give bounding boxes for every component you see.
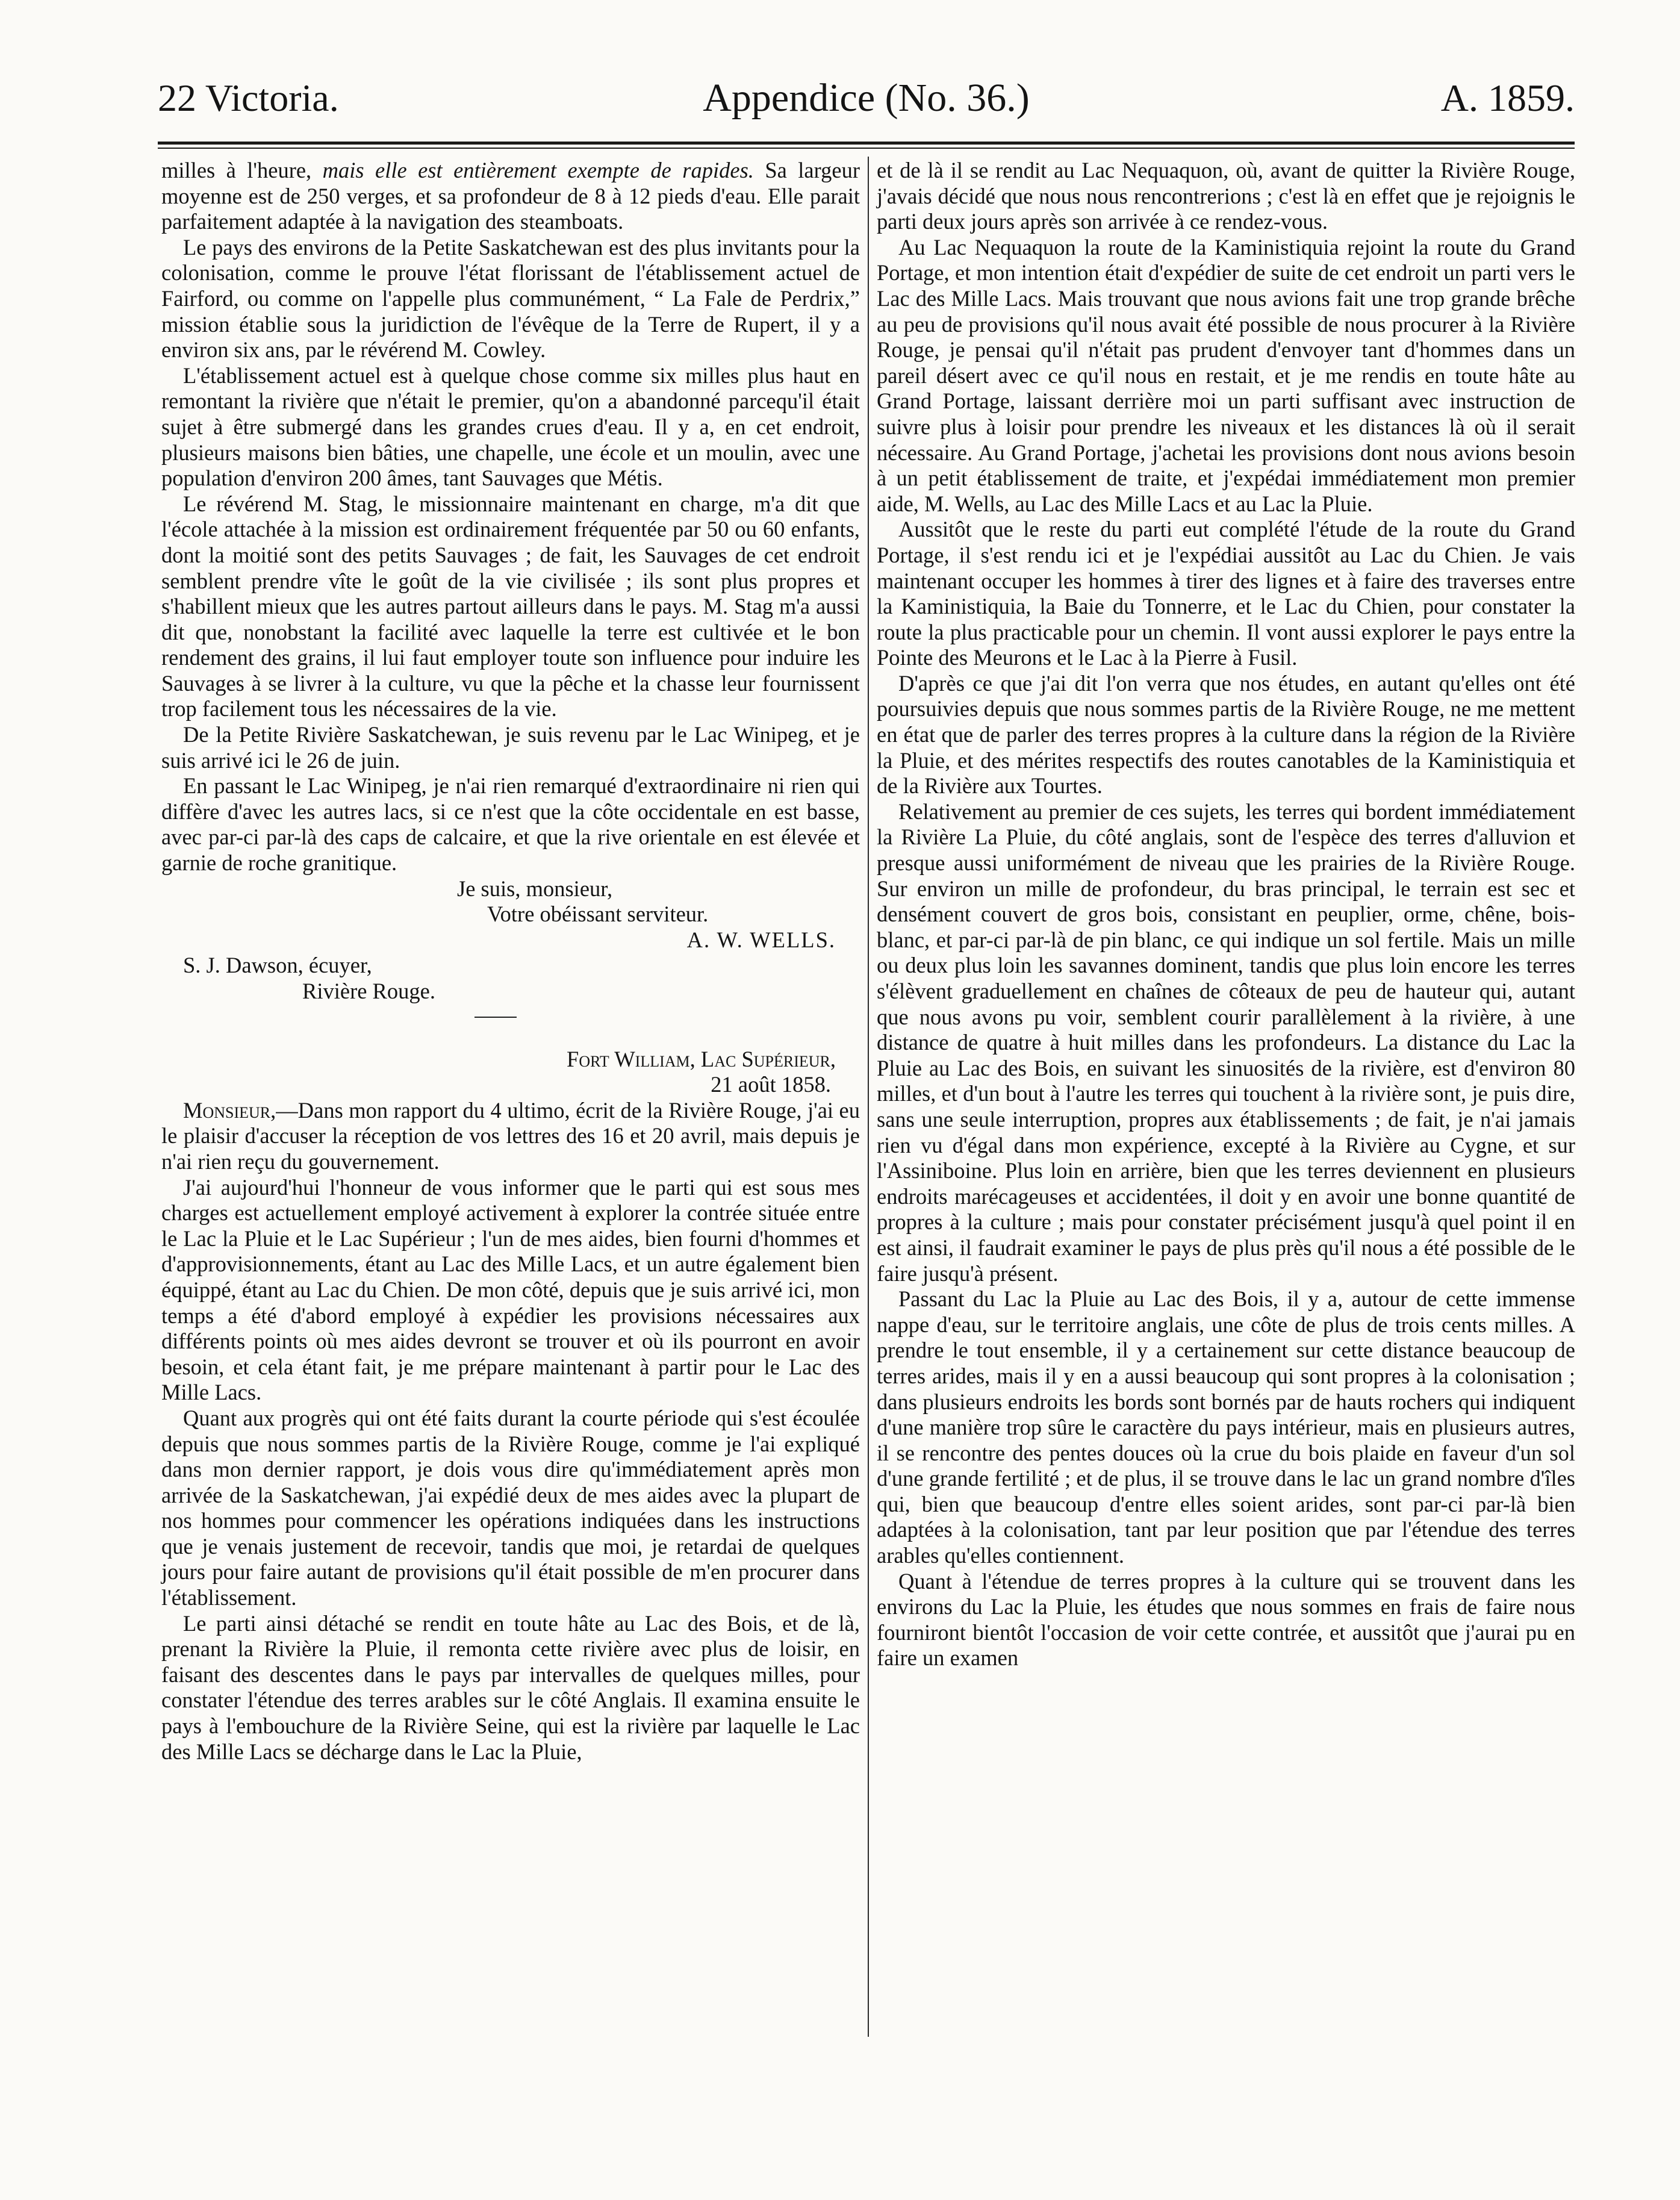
- text-run: milles à l'heure,: [161, 158, 323, 182]
- paragraph: et de là il se rendit au Lac Nequaquon, où, avant de quitter la Rivière Rouge, j'avais décidé que nous nous rencontrerions ; c'est là en effet que je rejoignis le parti deux jours après son arrivée à ce rendez-vous.: [877, 158, 1575, 234]
- paragraph: Le révérend M. Stag, le missionnaire maintenant en charge, m'a dit que l'école attachée à la mission est ordinairement fréquentée par 50 ou 60 enfants, dont la moitié sont des petits Sauvages ; de fait, les Sauvages de cet endroit semblent prendre vîte le goût de la vie civilisée ; ils sont plus propres et s'habillent mieux que les autres partout ailleurs dans le pays. M. Stag m'a aussi dit que, nonobstant la facilité avec laquelle la terre est cultivée et le bon rendement des grains, il lui faut employer toute son influence pour induire les Sauvages à se livrer à la culture, vu que la pêche et la chasse leur fournissent trop facilement tous les nécessaires de la vie.: [161, 491, 860, 721]
- paragraph: Le parti ainsi détaché se rendit en toute hâte au Lac des Bois, et de là, prenant la Rivière la Pluie, il remonta cette rivière avec plus de loisir, en faisant des descentes dans le pays par intervalles de quelques milles, pour constater l'étendue des terres arables sur le côté Anglais. Il examina ensuite le pays à l'embouchure de la Rivière Seine, qui est la rivière par laquelle le Lac des Mille Lacs se décharge dans le Lac la Pluie,: [161, 1610, 860, 1764]
- left-column: [161, 158, 860, 1765]
- page-header: [158, 71, 1575, 125]
- header-rule-thin: [158, 148, 1575, 149]
- paragraph: D'après ce que j'ai dit l'on verra que nos études, en autant qu'elles ont été poursuivies depuis que nous sommes partis de la Rivière Rouge, ne me mettent en état que de parler des terres propres à la culture dans la région de la Rivière la Pluie, et des mérites respectifs des routes canotables de la Kaministiquia et de la Rivière aux Tourtes.: [877, 670, 1575, 799]
- header-left: 22 Victoria.: [158, 76, 339, 119]
- addressee-place: Rivière Rouge.: [302, 979, 435, 1003]
- text-run: —Dans mon rapport du 4 ultimo, écrit de la Rivière Rouge, j'ai eu le plaisir d'accuser la réception de vos lettres des 16 et 20 avril, mais depuis je n'ai rien reçu du gouvernement.: [161, 1097, 860, 1174]
- paragraph: Au Lac Nequaquon la route de la Kaministiquia rejoint la route du Grand Portage, et mon intention était d'expédier de suite de cet endroit un parti vers le Lac des Mille Lacs. Mais trouvant que nous avions fait une trop grande brêche au peu de provisions qu'il nous avait été possible de nous procurer à la Rivière Rouge, je pensai qu'il n'était pas prudent d'envoyer tant d'hommes dans un pareil désert avec ce qu'il nous en restait, et je me rendis en toute hâte au Grand Portage, laissant derrière moi un parti suffisant avec instruction de suivre plus à loisir pour prendre les niveaux et les distances là où il serait nécessaire. Au Grand Portage, j'achetai les provisions dont nous avions besoin à un petit établissement de traite, et j'expédai immédiatement mon premier aide, M. Wells, au Lac des Mille Lacs et au Lac la Pluie.: [877, 234, 1575, 516]
- header-right: A. 1859.: [1440, 76, 1575, 119]
- paragraph: Passant du Lac la Pluie au Lac des Bois, il y a, autour de cette immense nappe d'eau, sur le territoire anglais, une côte de plus de trois cents milles. A prendre le tout ensemble, il y a certainement sur cette distance beaucoup de terres arides, mais il y en a aussi beaucoup qui sont propres à la colonisation ; dans plusieurs endroits les bords sont bornés par de hauts rochers qui indiquent d'une manière trop sûre le caractère du pays intérieur, mais en plusieurs autres, il se rencontre des pentes douces où la crue du bois plaide en faveur d'un sol d'une grande fertilité ; et de plus, il se trouve dans le lac un grand nombre d'îles qui, bien que beaucoup d'entre elles soient arides, sont par-ci par-là bien adaptées à la colonisation, tant par leur position que par l'étendue des terres arables qu'elles contiennent.: [877, 1286, 1575, 1568]
- header-title: Appendice (No. 36.): [703, 76, 1030, 120]
- salutation: Monsieur,: [183, 1097, 276, 1123]
- header-rule-thick: [158, 142, 1575, 145]
- right-column: [877, 158, 1575, 1671]
- paragraph: Relativement au premier de ces sujets, les terres qui bordent immédiatement la Rivière La Pluie, du côté anglais, sont de l'espèce des terres d'alluvion et presque aussi uniformément de niveau que les prairies de la Rivière Rouge. Sur environ un mille de profondeur, du bras principal, le terrain est sec et densément couvert de gros bois, consistant en peuplier, orme, chêne, bois-blanc, et par-ci par-là de pin blanc, ce qui indique un sol fertile. Mais un mille ou deux plus loin les savannes dominent, tandis que plus loin encore les terres s'élèvent graduellement en chaînes de côteaux de peu de hauteur qui, autant que nous avons pu voir, semblent courir parallèlement à la rivière, à une distance de quatre à huit milles dans les profondeurs. La distance du Lac la Pluie au Lac des Bois, en suivant les sinuosités de la rivière, est d'environ 80 milles, et d'un bout à l'autre les terres qui touchent à la rivière sont, je puis dire, sans une seule interruption, propres aux établissements ; de fait, je n'ai jamais rien vu d'égal dans mon expérience, excepté à la Rivière au Cygne, et sur l'Assiniboine. Plus loin en arrière, bien que les terres deviennent en plusieurs endroits marécageuses et accidentées, il doit y en avoir une bonne quantité de propres à la culture ; mais pour constater précisément jusqu'à quel point il en est ainsi, il faudrait examiner le pays de plus près qu'il nous a été possible de le faire jusqu'à présent.: [877, 799, 1575, 1286]
- closing-line: Votre obéissant serviteur.: [487, 902, 709, 927]
- signature: A. W. WELLS.: [686, 927, 836, 952]
- column-divider: [868, 157, 869, 2037]
- paragraph: Aussitôt que le reste du parti eut complété l'étude de la route du Grand Portage, il s'est rendu ici et je l'expédiai aussitôt au Lac du Chien. Je vais maintenant occuper les hommes à tirer des lignes et à faire des traverses entre la Kaministiquia, la Baie du Tonnerre, et le Lac du Chien, pour constater la route la plus practicable pour un chemin. Il vont aussi explorer le pays entre la Pointe des Meurons et le Lac à la Pierre à Fusil.: [877, 517, 1575, 670]
- paragraph: Quant aux progrès qui ont été faits durant la courte période qui s'est écoulée depuis que nous sommes partis de la Rivière Rouge, comme je l'ai expliqué dans mon dernier rapport, je dois vous dire qu'immédiatement après mon arrivée de la Saskatchewan, j'ai expédié deux de mes aides avec la plupart de nos hommes pour commencer les opérations indiquées dans les instructions que je venais justement de recevoir, tandis que moi, je retardai de quelques jours pour faire autant de provisions qu'il était possible de m'en procurer dans l'établissement.: [161, 1405, 860, 1610]
- text-run: Sa largeur moyenne est de 250 verges, et sa profondeur de 8 à 12 pieds d'eau. Elle parait parfaitement adaptée à la navigation des steamboats.: [161, 158, 860, 234]
- paragraph: [161, 158, 860, 235]
- italic-text: mais elle est entièrement exempte de rapides.: [322, 158, 754, 182]
- paragraph: Quant à l'étendue de terres propres à la culture qui se trouvent dans les environs du Lac la Pluie, les études que nous sommes en frais de faire nous fourniront bientôt l'occasion de voir cette contrée, et aussitôt que j'aurai pu en faire un examen: [877, 1568, 1575, 1671]
- paragraph: De la Petite Rivière Saskatchewan, je suis revenu par le Lac Winipeg, et je suis arrivé ici le 26 de juin.: [161, 722, 860, 773]
- paragraph: L'établissement actuel est à quelque chose comme six milles plus haut en remontant la rivière que n'était le premier, qu'on a abandonné parcequ'il était sujet à être submergé dans les grandes crues d'eau. Il y a, en cet endroit, plusieurs maisons bien bâties, une chapelle, une école et un moulin, avec une population d'environ 200 âmes, tant Sauvages que Métis.: [161, 363, 860, 491]
- separator-dash: [474, 1017, 517, 1018]
- letter-date: 21 août 1858.: [711, 1072, 831, 1097]
- paragraph: En passant le Lac Winipeg, je n'ai rien remarqué d'extraordinaire ni rien qui diffère d'avec les autres lacs, si ce n'est que la côte occidentale en est basse, avec par-ci par-là des caps de calcaire, et que la rive orientale en est élevée et garnie de roche granitique.: [161, 773, 860, 876]
- paragraph: Le pays des environs de la Petite Saskatchewan est des plus invitants pour la colonisation, comme le prouve l'état florissant de l'établissement actuel de Fairford, ou comme on l'appelle plus communément, “ La Fale de Perdrix,” mission établie sous la juridiction de l'évêque de la Terre de Rupert, il y a environ six ans, par le révérend M. Cowley.: [161, 234, 860, 363]
- paragraph: J'ai aujourd'hui l'honneur de vous informer que le parti qui est sous mes charges est actuellement employé activement à explorer la contrée située entre le Lac la Pluie et le Lac Supérieur ; l'un de mes aides, bien fourni d'hommes et d'approvisionnements, étant au Lac des Mille Lacs, et un autre également bien équippé, étant au Lac du Chien. De mon côté, depuis que je suis arrivé ici, mon temps a été d'abord employé à expédier les provisions nécessaires aux différents points où mes aides devront se trouver et où ils pourront en avoir besoin, et cela étant fait, je me prépare maintenant à partir pour le Lac des Mille Lacs.: [161, 1174, 860, 1405]
- addressee: S. J. Dawson, écuyer,: [183, 953, 372, 978]
- paragraph: [161, 1098, 860, 1175]
- closing-line: Je suis, monsieur,: [457, 876, 613, 901]
- letter-place: Fort William, Lac Supérieur,: [567, 1046, 836, 1071]
